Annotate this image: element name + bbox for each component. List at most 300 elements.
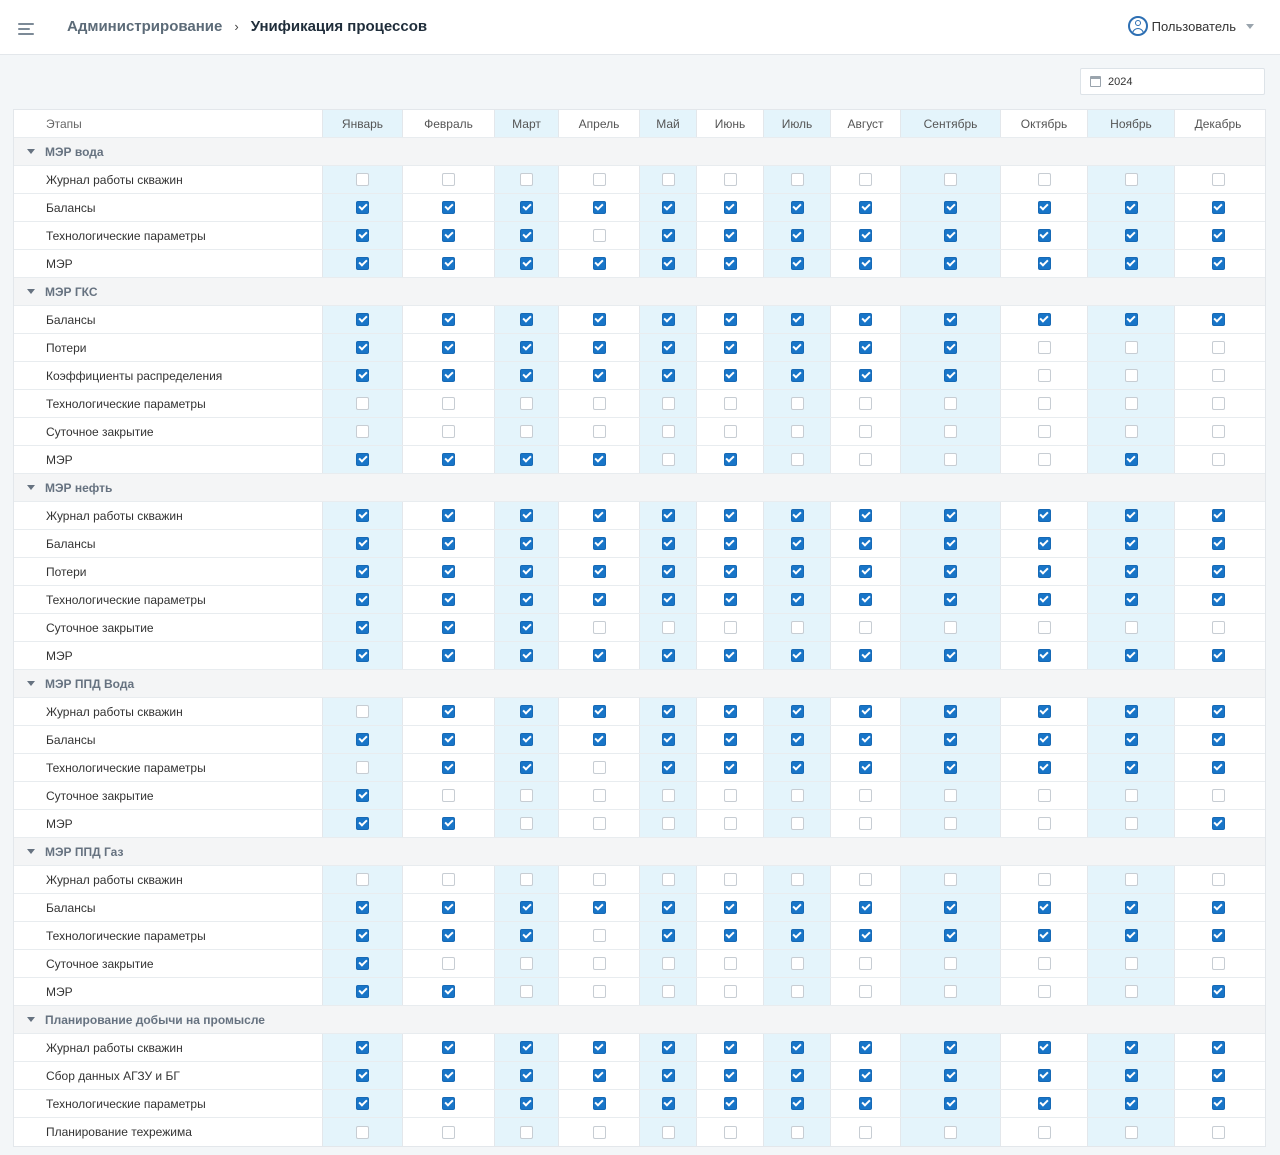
month-checkbox[interactable]: [520, 341, 533, 354]
month-checkbox[interactable]: [791, 397, 804, 410]
month-checkbox[interactable]: [356, 1069, 369, 1082]
group-toggle[interactable]: [14, 670, 1265, 697]
month-checkbox[interactable]: [356, 1097, 369, 1110]
month-checkbox[interactable]: [859, 509, 872, 522]
month-checkbox[interactable]: [944, 1126, 957, 1139]
month-checkbox[interactable]: [1125, 901, 1138, 914]
month-checkbox[interactable]: [859, 789, 872, 802]
month-checkbox[interactable]: [724, 229, 737, 242]
month-checkbox[interactable]: [1038, 789, 1051, 802]
month-checkbox[interactable]: [1212, 1126, 1225, 1139]
month-checkbox[interactable]: [791, 649, 804, 662]
month-checkbox[interactable]: [662, 1069, 675, 1082]
month-checkbox[interactable]: [859, 817, 872, 830]
month-checkbox[interactable]: [520, 1041, 533, 1054]
month-checkbox[interactable]: [859, 229, 872, 242]
group-row[interactable]: [14, 278, 1265, 306]
month-checkbox[interactable]: [442, 397, 455, 410]
month-checkbox[interactable]: [1212, 313, 1225, 326]
month-checkbox[interactable]: [662, 789, 675, 802]
month-checkbox[interactable]: [593, 341, 606, 354]
month-checkbox[interactable]: [520, 509, 533, 522]
month-checkbox[interactable]: [1125, 985, 1138, 998]
month-checkbox[interactable]: [520, 621, 533, 634]
month-checkbox[interactable]: [859, 397, 872, 410]
breadcrumb-root-link[interactable]: Администрирование: [67, 18, 223, 35]
month-checkbox[interactable]: [442, 1097, 455, 1110]
month-checkbox[interactable]: [593, 313, 606, 326]
month-checkbox[interactable]: [944, 733, 957, 746]
month-checkbox[interactable]: [356, 341, 369, 354]
month-checkbox[interactable]: [520, 173, 533, 186]
month-checkbox[interactable]: [662, 873, 675, 886]
month-checkbox[interactable]: [593, 957, 606, 970]
month-checkbox[interactable]: [859, 733, 872, 746]
month-checkbox[interactable]: [442, 537, 455, 550]
month-checkbox[interactable]: [1212, 173, 1225, 186]
month-checkbox[interactable]: [1038, 1069, 1051, 1082]
month-checkbox[interactable]: [593, 593, 606, 606]
month-checkbox[interactable]: [724, 957, 737, 970]
user-menu[interactable]: [1128, 16, 1254, 36]
month-checkbox[interactable]: [662, 1097, 675, 1110]
month-checkbox[interactable]: [1212, 257, 1225, 270]
month-checkbox[interactable]: [1212, 397, 1225, 410]
month-checkbox[interactable]: [356, 705, 369, 718]
month-checkbox[interactable]: [791, 173, 804, 186]
month-checkbox[interactable]: [724, 901, 737, 914]
month-checkbox[interactable]: [442, 1041, 455, 1054]
month-checkbox[interactable]: [1212, 985, 1225, 998]
month-checkbox[interactable]: [356, 649, 369, 662]
month-checkbox[interactable]: [724, 789, 737, 802]
month-checkbox[interactable]: [593, 649, 606, 662]
month-checkbox[interactable]: [356, 621, 369, 634]
group-row[interactable]: [14, 670, 1265, 698]
month-checkbox[interactable]: [724, 1126, 737, 1139]
month-checkbox[interactable]: [356, 957, 369, 970]
month-checkbox[interactable]: [724, 593, 737, 606]
month-checkbox[interactable]: [1212, 705, 1225, 718]
month-checkbox[interactable]: [724, 1041, 737, 1054]
month-checkbox[interactable]: [1212, 957, 1225, 970]
month-checkbox[interactable]: [1212, 565, 1225, 578]
month-checkbox[interactable]: [520, 761, 533, 774]
month-checkbox[interactable]: [1125, 733, 1138, 746]
month-checkbox[interactable]: [791, 1126, 804, 1139]
month-checkbox[interactable]: [1038, 873, 1051, 886]
month-checkbox[interactable]: [442, 621, 455, 634]
month-checkbox[interactable]: [520, 1126, 533, 1139]
month-checkbox[interactable]: [1038, 509, 1051, 522]
month-checkbox[interactable]: [520, 817, 533, 830]
month-checkbox[interactable]: [356, 425, 369, 438]
month-checkbox[interactable]: [791, 1069, 804, 1082]
month-checkbox[interactable]: [593, 985, 606, 998]
month-checkbox[interactable]: [859, 453, 872, 466]
month-checkbox[interactable]: [442, 173, 455, 186]
month-checkbox[interactable]: [356, 761, 369, 774]
month-checkbox[interactable]: [724, 1069, 737, 1082]
month-checkbox[interactable]: [944, 341, 957, 354]
month-checkbox[interactable]: [944, 1069, 957, 1082]
group-row[interactable]: [14, 138, 1265, 166]
month-checkbox[interactable]: [442, 593, 455, 606]
month-checkbox[interactable]: [791, 229, 804, 242]
month-checkbox[interactable]: [593, 1097, 606, 1110]
month-checkbox[interactable]: [1038, 313, 1051, 326]
month-checkbox[interactable]: [520, 985, 533, 998]
month-checkbox[interactable]: [791, 593, 804, 606]
month-checkbox[interactable]: [944, 565, 957, 578]
month-checkbox[interactable]: [1125, 565, 1138, 578]
month-checkbox[interactable]: [520, 733, 533, 746]
month-checkbox[interactable]: [859, 929, 872, 942]
month-checkbox[interactable]: [356, 929, 369, 942]
menu-icon[interactable]: [18, 20, 36, 36]
month-checkbox[interactable]: [662, 313, 675, 326]
month-checkbox[interactable]: [859, 565, 872, 578]
month-checkbox[interactable]: [662, 1041, 675, 1054]
month-checkbox[interactable]: [724, 705, 737, 718]
month-checkbox[interactable]: [791, 341, 804, 354]
month-checkbox[interactable]: [442, 873, 455, 886]
month-checkbox[interactable]: [724, 509, 737, 522]
month-checkbox[interactable]: [520, 873, 533, 886]
group-row[interactable]: [14, 1006, 1265, 1034]
month-checkbox[interactable]: [859, 901, 872, 914]
month-checkbox[interactable]: [1038, 341, 1051, 354]
month-checkbox[interactable]: [442, 1126, 455, 1139]
month-checkbox[interactable]: [662, 509, 675, 522]
month-checkbox[interactable]: [791, 901, 804, 914]
month-checkbox[interactable]: [724, 621, 737, 634]
month-checkbox[interactable]: [1212, 453, 1225, 466]
month-checkbox[interactable]: [791, 621, 804, 634]
month-checkbox[interactable]: [1125, 957, 1138, 970]
month-checkbox[interactable]: [662, 901, 675, 914]
month-checkbox[interactable]: [593, 761, 606, 774]
month-checkbox[interactable]: [593, 397, 606, 410]
month-checkbox[interactable]: [356, 1126, 369, 1139]
month-checkbox[interactable]: [1125, 929, 1138, 942]
month-checkbox[interactable]: [1125, 425, 1138, 438]
month-checkbox[interactable]: [662, 425, 675, 438]
month-checkbox[interactable]: [520, 789, 533, 802]
month-checkbox[interactable]: [1125, 1126, 1138, 1139]
month-checkbox[interactable]: [1038, 257, 1051, 270]
month-checkbox[interactable]: [356, 789, 369, 802]
month-checkbox[interactable]: [791, 873, 804, 886]
month-checkbox[interactable]: [1212, 369, 1225, 382]
month-checkbox[interactable]: [442, 453, 455, 466]
month-checkbox[interactable]: [791, 425, 804, 438]
month-checkbox[interactable]: [662, 201, 675, 214]
month-checkbox[interactable]: [1038, 1097, 1051, 1110]
month-checkbox[interactable]: [944, 313, 957, 326]
month-checkbox[interactable]: [944, 537, 957, 550]
month-checkbox[interactable]: [1038, 537, 1051, 550]
month-checkbox[interactable]: [944, 1097, 957, 1110]
month-checkbox[interactable]: [791, 537, 804, 550]
month-checkbox[interactable]: [1125, 369, 1138, 382]
month-checkbox[interactable]: [520, 929, 533, 942]
month-checkbox[interactable]: [944, 173, 957, 186]
month-checkbox[interactable]: [1125, 229, 1138, 242]
month-checkbox[interactable]: [724, 929, 737, 942]
month-checkbox[interactable]: [1212, 1069, 1225, 1082]
month-checkbox[interactable]: [593, 201, 606, 214]
month-checkbox[interactable]: [791, 929, 804, 942]
month-checkbox[interactable]: [1212, 621, 1225, 634]
month-checkbox[interactable]: [1038, 593, 1051, 606]
month-checkbox[interactable]: [662, 929, 675, 942]
month-checkbox[interactable]: [1038, 761, 1051, 774]
month-checkbox[interactable]: [944, 957, 957, 970]
month-checkbox[interactable]: [724, 985, 737, 998]
month-checkbox[interactable]: [356, 201, 369, 214]
month-checkbox[interactable]: [859, 537, 872, 550]
month-checkbox[interactable]: [1125, 173, 1138, 186]
month-checkbox[interactable]: [442, 201, 455, 214]
month-checkbox[interactable]: [442, 929, 455, 942]
month-checkbox[interactable]: [1212, 341, 1225, 354]
month-checkbox[interactable]: [520, 425, 533, 438]
month-checkbox[interactable]: [859, 593, 872, 606]
month-checkbox[interactable]: [1212, 509, 1225, 522]
month-checkbox[interactable]: [662, 1126, 675, 1139]
month-checkbox[interactable]: [442, 341, 455, 354]
group-toggle[interactable]: [14, 838, 1265, 865]
month-checkbox[interactable]: [1212, 929, 1225, 942]
month-checkbox[interactable]: [1038, 453, 1051, 466]
month-checkbox[interactable]: [662, 761, 675, 774]
month-checkbox[interactable]: [356, 397, 369, 410]
month-checkbox[interactable]: [593, 453, 606, 466]
month-checkbox[interactable]: [520, 705, 533, 718]
month-checkbox[interactable]: [944, 593, 957, 606]
month-checkbox[interactable]: [724, 201, 737, 214]
group-toggle[interactable]: [14, 138, 1265, 165]
month-checkbox[interactable]: [1038, 565, 1051, 578]
month-checkbox[interactable]: [724, 733, 737, 746]
month-checkbox[interactable]: [1212, 229, 1225, 242]
month-checkbox[interactable]: [859, 873, 872, 886]
month-checkbox[interactable]: [662, 817, 675, 830]
month-checkbox[interactable]: [791, 817, 804, 830]
month-checkbox[interactable]: [442, 1069, 455, 1082]
month-checkbox[interactable]: [520, 537, 533, 550]
year-picker[interactable]: [1080, 68, 1265, 95]
month-checkbox[interactable]: [1125, 621, 1138, 634]
month-checkbox[interactable]: [944, 705, 957, 718]
month-checkbox[interactable]: [944, 901, 957, 914]
month-checkbox[interactable]: [593, 1069, 606, 1082]
month-checkbox[interactable]: [944, 817, 957, 830]
group-toggle[interactable]: [14, 278, 1265, 305]
month-checkbox[interactable]: [724, 453, 737, 466]
month-checkbox[interactable]: [1125, 1041, 1138, 1054]
month-checkbox[interactable]: [520, 1069, 533, 1082]
month-checkbox[interactable]: [1125, 761, 1138, 774]
month-checkbox[interactable]: [593, 173, 606, 186]
month-checkbox[interactable]: [593, 901, 606, 914]
month-checkbox[interactable]: [356, 593, 369, 606]
month-checkbox[interactable]: [791, 313, 804, 326]
month-checkbox[interactable]: [520, 1097, 533, 1110]
month-checkbox[interactable]: [356, 817, 369, 830]
month-checkbox[interactable]: [520, 313, 533, 326]
month-checkbox[interactable]: [1212, 649, 1225, 662]
month-checkbox[interactable]: [442, 705, 455, 718]
month-checkbox[interactable]: [662, 537, 675, 550]
month-checkbox[interactable]: [944, 257, 957, 270]
month-checkbox[interactable]: [944, 1041, 957, 1054]
month-checkbox[interactable]: [1125, 453, 1138, 466]
month-checkbox[interactable]: [356, 873, 369, 886]
month-checkbox[interactable]: [944, 509, 957, 522]
month-checkbox[interactable]: [356, 229, 369, 242]
month-checkbox[interactable]: [1038, 1041, 1051, 1054]
month-checkbox[interactable]: [593, 1041, 606, 1054]
month-checkbox[interactable]: [724, 537, 737, 550]
month-checkbox[interactable]: [791, 201, 804, 214]
month-checkbox[interactable]: [724, 817, 737, 830]
month-checkbox[interactable]: [356, 901, 369, 914]
month-checkbox[interactable]: [593, 817, 606, 830]
month-checkbox[interactable]: [791, 1097, 804, 1110]
month-checkbox[interactable]: [662, 593, 675, 606]
group-toggle[interactable]: [14, 474, 1265, 501]
month-checkbox[interactable]: [724, 341, 737, 354]
month-checkbox[interactable]: [356, 453, 369, 466]
month-checkbox[interactable]: [593, 705, 606, 718]
month-checkbox[interactable]: [1125, 649, 1138, 662]
month-checkbox[interactable]: [593, 229, 606, 242]
month-checkbox[interactable]: [1038, 733, 1051, 746]
month-checkbox[interactable]: [724, 397, 737, 410]
month-checkbox[interactable]: [859, 1041, 872, 1054]
month-checkbox[interactable]: [944, 229, 957, 242]
month-checkbox[interactable]: [442, 565, 455, 578]
month-checkbox[interactable]: [1038, 173, 1051, 186]
month-checkbox[interactable]: [1038, 957, 1051, 970]
month-checkbox[interactable]: [791, 733, 804, 746]
month-checkbox[interactable]: [1125, 509, 1138, 522]
month-checkbox[interactable]: [662, 621, 675, 634]
month-checkbox[interactable]: [1038, 621, 1051, 634]
month-checkbox[interactable]: [1212, 1041, 1225, 1054]
month-checkbox[interactable]: [791, 789, 804, 802]
month-checkbox[interactable]: [1038, 229, 1051, 242]
month-checkbox[interactable]: [1038, 901, 1051, 914]
month-checkbox[interactable]: [1038, 201, 1051, 214]
month-checkbox[interactable]: [1038, 397, 1051, 410]
month-checkbox[interactable]: [1212, 1097, 1225, 1110]
month-checkbox[interactable]: [1038, 425, 1051, 438]
month-checkbox[interactable]: [724, 313, 737, 326]
month-checkbox[interactable]: [1125, 201, 1138, 214]
month-checkbox[interactable]: [1125, 705, 1138, 718]
month-checkbox[interactable]: [520, 901, 533, 914]
month-checkbox[interactable]: [356, 313, 369, 326]
month-checkbox[interactable]: [724, 1097, 737, 1110]
month-checkbox[interactable]: [442, 313, 455, 326]
month-checkbox[interactable]: [356, 733, 369, 746]
month-checkbox[interactable]: [791, 985, 804, 998]
month-checkbox[interactable]: [944, 873, 957, 886]
month-checkbox[interactable]: [662, 173, 675, 186]
month-checkbox[interactable]: [1038, 705, 1051, 718]
month-checkbox[interactable]: [520, 369, 533, 382]
month-checkbox[interactable]: [356, 537, 369, 550]
month-checkbox[interactable]: [944, 397, 957, 410]
month-checkbox[interactable]: [520, 453, 533, 466]
month-checkbox[interactable]: [859, 257, 872, 270]
month-checkbox[interactable]: [1125, 537, 1138, 550]
month-checkbox[interactable]: [1125, 873, 1138, 886]
month-checkbox[interactable]: [356, 1041, 369, 1054]
month-checkbox[interactable]: [442, 761, 455, 774]
month-checkbox[interactable]: [859, 173, 872, 186]
month-checkbox[interactable]: [1212, 733, 1225, 746]
month-checkbox[interactable]: [662, 565, 675, 578]
month-checkbox[interactable]: [944, 453, 957, 466]
month-checkbox[interactable]: [944, 425, 957, 438]
month-checkbox[interactable]: [724, 565, 737, 578]
month-checkbox[interactable]: [520, 201, 533, 214]
month-checkbox[interactable]: [1125, 1069, 1138, 1082]
month-checkbox[interactable]: [859, 201, 872, 214]
month-checkbox[interactable]: [442, 733, 455, 746]
month-checkbox[interactable]: [662, 453, 675, 466]
month-checkbox[interactable]: [662, 649, 675, 662]
month-checkbox[interactable]: [593, 257, 606, 270]
month-checkbox[interactable]: [724, 369, 737, 382]
month-checkbox[interactable]: [662, 957, 675, 970]
month-checkbox[interactable]: [442, 789, 455, 802]
month-checkbox[interactable]: [442, 817, 455, 830]
month-checkbox[interactable]: [1212, 201, 1225, 214]
month-checkbox[interactable]: [1212, 761, 1225, 774]
month-checkbox[interactable]: [944, 761, 957, 774]
month-checkbox[interactable]: [1125, 257, 1138, 270]
month-checkbox[interactable]: [724, 873, 737, 886]
month-checkbox[interactable]: [1125, 1097, 1138, 1110]
month-checkbox[interactable]: [859, 957, 872, 970]
month-checkbox[interactable]: [791, 705, 804, 718]
month-checkbox[interactable]: [859, 369, 872, 382]
month-checkbox[interactable]: [662, 397, 675, 410]
month-checkbox[interactable]: [859, 1126, 872, 1139]
month-checkbox[interactable]: [520, 957, 533, 970]
month-checkbox[interactable]: [791, 453, 804, 466]
month-checkbox[interactable]: [593, 1126, 606, 1139]
month-checkbox[interactable]: [520, 257, 533, 270]
month-checkbox[interactable]: [791, 369, 804, 382]
month-checkbox[interactable]: [593, 929, 606, 942]
month-checkbox[interactable]: [944, 985, 957, 998]
month-checkbox[interactable]: [520, 649, 533, 662]
month-checkbox[interactable]: [859, 761, 872, 774]
month-checkbox[interactable]: [593, 537, 606, 550]
month-checkbox[interactable]: [1125, 341, 1138, 354]
month-checkbox[interactable]: [442, 985, 455, 998]
month-checkbox[interactable]: [662, 985, 675, 998]
month-checkbox[interactable]: [520, 229, 533, 242]
month-checkbox[interactable]: [791, 509, 804, 522]
month-checkbox[interactable]: [791, 1041, 804, 1054]
